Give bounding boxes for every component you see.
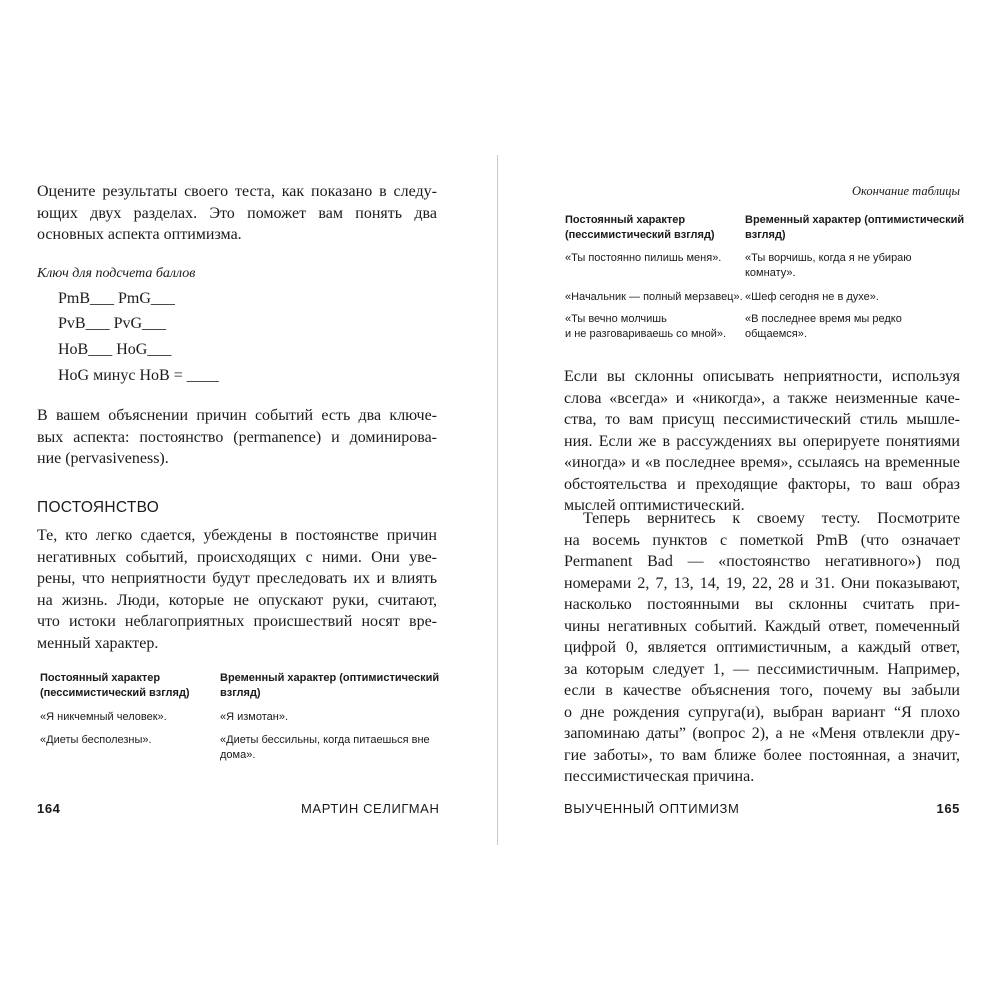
text-line: чины негативных событий. Каждый ответ, помеченный (564, 617, 960, 635)
scoring-key-line: HoG минус HoB = ____ (58, 367, 219, 384)
text-line: цифрой 0, является оптимистичным, а каждый ответ, (564, 639, 960, 656)
table-header-permanent: Постоянный характер (пессимистический взгляд) (565, 214, 715, 241)
text-line: Те, кто легко сдается, убеждены в постоянстве причин (37, 527, 437, 544)
table-header-permanent: Постоянный характер (пессимистический взгляд) (40, 672, 190, 699)
text-line: что истоки неблагоприятных происшествий носят вре- (37, 613, 437, 630)
text-line: Если вы склонны описывать неприятности, используя (564, 368, 960, 385)
text-line: Permanent Bad — «постоянство негативного») под (564, 553, 960, 570)
aspects-paragraph (37, 405, 437, 470)
text-line: запоминаю даты” (вопрос 2), а не «Меня отвлекли дру- (564, 725, 960, 742)
text-line: «иногда» и «в последнее время», ссылаясь на временные (564, 454, 960, 471)
text-line: вых аспекта: постоянство (permanence) и доминирова- (37, 428, 437, 446)
table-cell: «Шеф сегодня не в духе». (745, 291, 879, 303)
scoring-key-line: PvB___ PvG___ (58, 315, 167, 332)
text-line: слова «всегда» и «никогда», а также неизменные каче- (564, 389, 960, 407)
scoring-key-line: PmB___ PmG___ (58, 290, 175, 307)
text-line: ния. Если же в рассуждениях вы оперируете понятиями (564, 432, 960, 450)
text-line: В вашем объяснении причин событий есть два ключе- (37, 407, 437, 424)
text-line: если в качестве объяснения того, почему вы забыли (564, 682, 960, 699)
table-header-temporary: Временный характер (оптимистический взгляд) (745, 214, 965, 241)
table-cell: «Ты постоянно пилишь меня». (565, 252, 722, 264)
text-line: о дне рождения супруга(и), выбран вариант “Я плохо (564, 703, 960, 721)
table-continuation-label: Окончание таблицы (851, 184, 960, 198)
text-line: ства, то вам присущ пессимистический стиль мышле- (564, 411, 960, 428)
text-line: рены, что неприятности будут преследовать их и влиять (37, 570, 437, 587)
text-line: основных аспекта оптимизма. (37, 226, 242, 243)
table-cell: «Диеты бессильны, когда питаешься вне дома». (220, 734, 430, 761)
text-line: номерами 2, 7, 13, 14, 19, 22, 28 и 31. Они показывают, (564, 574, 960, 592)
page-number: 164 (37, 801, 61, 816)
text-line: ние (pervasiveness). (37, 450, 169, 467)
text-line: насколько постоянными вы склонны считать при- (564, 596, 960, 613)
text-line: мыслей оптимистический. (564, 497, 745, 514)
table-cell: «В последнее время мы редко общаемся». (745, 313, 902, 340)
right-page (501, 0, 1000, 1000)
style-paragraph (564, 366, 960, 517)
table-header-temporary: Временный характер (оптимистический взгляд) (220, 672, 440, 699)
table-cell: «Диеты бесполезны». (40, 734, 152, 746)
page-divider (497, 155, 498, 845)
table-cell: «Начальник — полный мерзавец». (565, 291, 743, 303)
text-line: Теперь вернитесь к своему тесту. Посмотрите (583, 510, 960, 527)
intro-paragraph (37, 181, 437, 246)
text-line: ющих двух разделах. Это поможет вам понять два (37, 204, 437, 222)
text-line: негативных событий, происходящих с ними. Они уве- (37, 548, 437, 566)
page-number: 165 (936, 801, 960, 816)
text-line: Оцените результаты своего теста, как показано в следу- (37, 183, 437, 200)
left-page (0, 0, 497, 1000)
text-line: обстоятельства и преходящие факторы, то ваш образ (564, 475, 960, 493)
test-review-paragraph (564, 508, 960, 788)
text-line: на жизнь. Люди, которые не опускают руки, считают, (37, 591, 437, 609)
scoring-key-line: HoB___ HoG___ (58, 341, 172, 358)
text-line: пессимистическая причина. (564, 768, 755, 785)
text-line: гие заботы», то вам ближе более постоянная, а значит, (564, 746, 960, 764)
permanence-paragraph (37, 525, 437, 654)
running-header-title: ВЫУЧЕННЫЙ ОПТИМИЗМ (564, 801, 740, 816)
text-line: менный характер. (37, 634, 159, 652)
scoring-key-title: Ключ для подсчета баллов (37, 266, 196, 281)
table-cell: «Ты вечно молчишь и не разговариваешь со мной». (565, 313, 727, 340)
text-line: на восемь пунктов с пометкой PmB (что означает (564, 531, 960, 549)
table-cell: «Я никчемный человек». (40, 711, 167, 723)
section-heading: ПОСТОЯНСТВО (37, 499, 160, 516)
running-header-author: МАРТИН СЕЛИГМАН (301, 801, 440, 816)
text-line: за которым следует 1, — пессимистичным. Например, (564, 660, 960, 678)
table-cell: «Я измотан». (220, 711, 289, 723)
table-cell: «Ты ворчишь, когда я не убираю комнату». (745, 252, 912, 279)
